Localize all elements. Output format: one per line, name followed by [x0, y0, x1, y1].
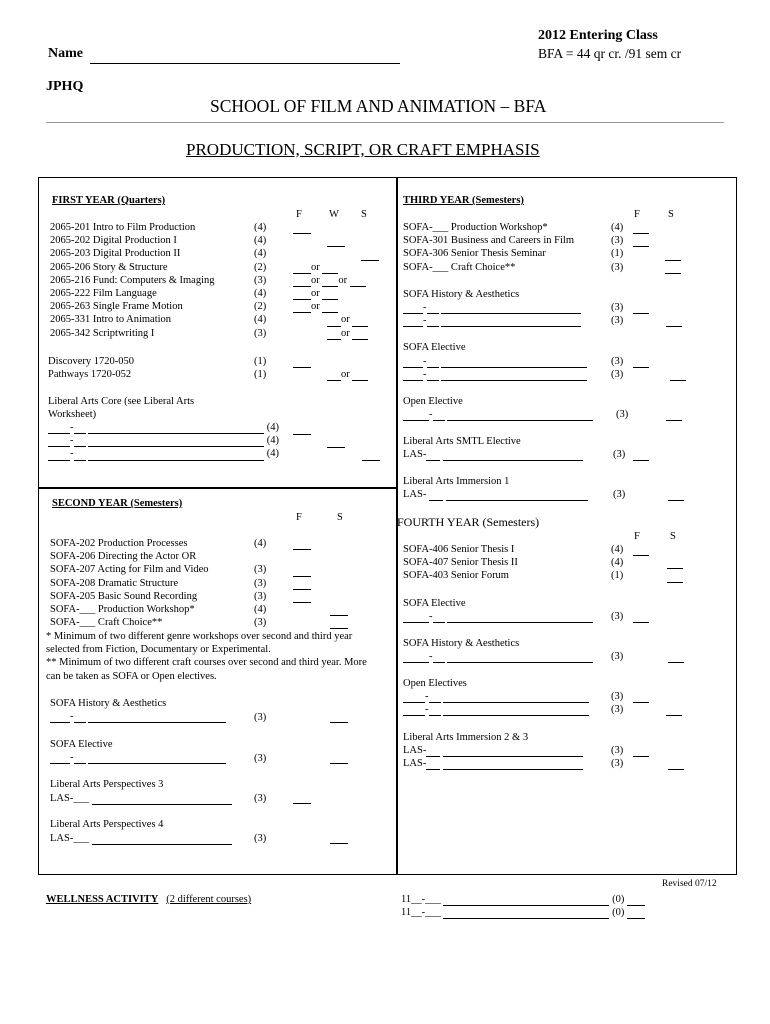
credit-value: (3) [611, 369, 624, 380]
year-divider [39, 487, 397, 489]
course-name: SOFA-406 Senior Thesis I [403, 544, 515, 555]
credit-value: (4) [611, 557, 624, 569]
y4-elective-label: SOFA Elective [403, 598, 466, 609]
revised-date: Revised 07/12 [662, 879, 717, 889]
course-blank[interactable] [441, 326, 581, 327]
credit-value: (3) [254, 833, 267, 844]
or-label: or [341, 314, 350, 326]
dept-blank[interactable] [48, 460, 70, 461]
credit-value: (3) [254, 590, 267, 602]
num-blank[interactable] [433, 662, 445, 663]
credit-value: (3) [611, 745, 624, 756]
course-blank[interactable] [92, 844, 232, 845]
grade-blank[interactable] [293, 549, 311, 550]
or-label: or [311, 274, 320, 286]
grade-blank[interactable] [293, 792, 311, 804]
grade-blank[interactable] [668, 651, 684, 663]
term-fall: F [634, 209, 640, 220]
credit-value: (0) [612, 907, 625, 919]
course-name: SOFA-___ Production Workshop* [50, 603, 195, 615]
wellness-rows [401, 893, 645, 919]
course-name: 2065-202 Digital Production I [50, 235, 177, 247]
y3-open-label: Open Elective [403, 396, 463, 407]
grade-blank[interactable] [330, 832, 348, 844]
credit-value: (3) [611, 261, 624, 273]
course-name: 2065-342 Scriptwriting I [50, 327, 155, 339]
grade-blank[interactable] [352, 339, 368, 340]
term-fall: F [634, 531, 640, 542]
or-label: or [311, 287, 320, 299]
num-blank[interactable] [427, 380, 439, 381]
y3-smtl-label: Liberal Arts SMTL Elective [403, 436, 521, 447]
grade-blank[interactable] [293, 356, 311, 368]
class-title: 2012 Entering Class [538, 28, 658, 43]
first-year-term-marks [293, 221, 379, 340]
third-year-heading: THIRD YEAR (Semesters) [403, 195, 524, 206]
dept-blank[interactable] [403, 326, 423, 327]
credit-value: (3) [611, 611, 624, 622]
credit-value: (3) [611, 356, 624, 367]
or-label: or [338, 274, 348, 286]
core-rows: - (4) - (4) - (4) [48, 421, 279, 461]
dept-blank[interactable] [50, 763, 70, 764]
course-blank[interactable] [441, 380, 587, 381]
course-name: SOFA-403 Senior Forum [403, 570, 509, 582]
grade-blank[interactable] [627, 918, 645, 919]
credit-value: (3) [254, 712, 267, 723]
course-name: 2065-203 Digital Production II [50, 248, 181, 260]
num-blank[interactable] [426, 460, 440, 461]
num-blank[interactable] [74, 722, 86, 723]
credit-value: (3) [611, 302, 624, 313]
credit-value: (4) [254, 222, 267, 233]
course-name: SOFA-407 Senior Thesis II [403, 557, 518, 569]
title-rule [46, 122, 724, 123]
course-name: SOFA-207 Acting for Film and Video [50, 564, 209, 576]
course-name: SOFA-___ Production Workshop* [403, 222, 548, 233]
dept-blank[interactable] [403, 715, 425, 716]
credit-value [254, 550, 266, 563]
num-blank[interactable] [74, 763, 86, 764]
grade-blank[interactable] [633, 302, 649, 314]
y4-open-rows: - - [403, 690, 589, 716]
credit-value: (3) [254, 274, 267, 286]
course-blank[interactable] [447, 662, 593, 663]
grade-blank[interactable] [665, 273, 681, 274]
course-blank[interactable] [88, 460, 264, 461]
grade-blank[interactable] [666, 315, 682, 327]
sofa-elective-label: SOFA Elective [50, 739, 113, 750]
emphasis-title: PRODUCTION, SCRIPT, OR CRAFT EMPHASIS [186, 140, 540, 159]
y4-history-row: - [403, 650, 593, 663]
grade-blank[interactable] [633, 449, 649, 461]
course-name: SOFA-208 Dramatic Structure [50, 577, 179, 589]
third-year-course-list [403, 221, 574, 274]
page-title: SCHOOL OF FILM AND ANIMATION – BFA [210, 96, 547, 116]
name-label: Name [48, 46, 83, 61]
course-name: SOFA-202 Production Processes [50, 538, 188, 549]
second-year-heading: SECOND YEAR (Semesters) [52, 498, 183, 509]
credit-value: (3) [611, 691, 624, 702]
persp3-label: Liberal Arts Perspectives 3 [50, 779, 164, 790]
fourth-year-course-list [403, 543, 518, 583]
num-blank[interactable] [433, 622, 445, 623]
core-label: Liberal Arts Core (see Liberal Arts [48, 396, 195, 407]
credit-value: (4) [254, 248, 267, 260]
course-name: SOFA-206 Directing the Actor OR [50, 551, 197, 563]
credit-value: (1) [611, 570, 624, 582]
persp3-row: LAS-___ [50, 792, 232, 805]
course-blank[interactable] [88, 722, 226, 723]
term-spring: S [337, 512, 343, 523]
credit-value: (2) [254, 301, 267, 313]
credit-value: (3) [613, 449, 626, 460]
course-name: 2065-201 Intro to Film Production [50, 222, 196, 233]
y3-elective-label: SOFA Elective [403, 342, 466, 353]
grade-blank[interactable] [633, 611, 649, 623]
second-year-term-marks [293, 537, 348, 629]
y3-smtl-row: LAS- [403, 448, 583, 461]
dept-blank[interactable] [403, 622, 429, 623]
course-blank[interactable] [447, 622, 593, 623]
course-blank[interactable] [446, 500, 588, 501]
course-name: 2065-331 Intro to Animation [50, 314, 172, 326]
course-name: 2065-222 Film Language [50, 287, 157, 299]
core-label: Worksheet) [48, 409, 97, 420]
credit-value: (4) [254, 538, 267, 549]
credit-value: (3) [613, 489, 626, 500]
third-year-term-marks [633, 221, 681, 274]
term-winter: W [329, 209, 339, 220]
grade-blank[interactable] [633, 691, 649, 703]
sofa-history-row: - [50, 710, 226, 723]
credit-value: (3) [611, 758, 624, 769]
third-year-credits [611, 221, 623, 274]
grade-blank[interactable] [350, 286, 366, 287]
grade-blank[interactable] [361, 260, 379, 261]
y3-immersion-label: Liberal Arts Immersion 1 [403, 476, 510, 487]
course-blank[interactable] [443, 460, 583, 461]
y4-open-label: Open Electives [403, 678, 467, 689]
pathways-course: Pathways 1720-052 [48, 369, 132, 380]
first-year-course-list [50, 221, 215, 340]
grade-blank[interactable] [352, 380, 368, 381]
or-label: or [311, 261, 320, 273]
credit-value: (3) [254, 617, 267, 629]
credits-note: BFA = 44 qr cr. /91 sem cr [538, 46, 682, 61]
grade-blank[interactable] [667, 582, 683, 583]
y3-open-row: - [403, 408, 593, 421]
credit-value: (3) [611, 235, 624, 247]
course-name: SOFA-___ Craft Choice** [403, 261, 516, 273]
course-name: 2065-206 Story & Structure [50, 261, 168, 273]
dept-blank[interactable] [50, 722, 70, 723]
credit-value: (4) [254, 287, 267, 299]
pathways-credit: (1) [254, 369, 267, 380]
credit-value: (3) [611, 704, 624, 715]
course-blank[interactable] [443, 715, 589, 716]
credit-value: (3) [254, 577, 267, 589]
dept-blank[interactable] [403, 420, 429, 421]
num-blank[interactable] [433, 420, 445, 421]
course-name: 2065-263 Single Frame Motion [50, 301, 183, 313]
num-blank[interactable] [426, 769, 440, 770]
grade-blank[interactable] [666, 409, 682, 421]
first-year-heading: FIRST YEAR (Quarters) [52, 195, 166, 206]
grade-blank[interactable] [327, 380, 341, 381]
or-label: or [341, 369, 350, 380]
credit-value: (3) [616, 409, 629, 420]
second-year-notes [46, 630, 367, 683]
footnote: selected from Fiction, Documentary or Experimental. [46, 644, 271, 656]
y4-history-label: SOFA History & Aesthetics [403, 638, 520, 649]
num-blank[interactable] [74, 460, 86, 461]
credit-value: (1) [611, 248, 624, 260]
y4-immersion-rows: LAS- LAS- [403, 744, 583, 770]
num-blank[interactable] [429, 715, 441, 716]
y3-immersion-row: LAS- [403, 488, 588, 501]
footnote: * Minimum of two different genre workshops over second and third year [46, 631, 353, 642]
term-fall: F [296, 512, 302, 523]
sofa-history-label: SOFA History & Aesthetics [50, 698, 167, 709]
term-fall: F [296, 209, 302, 220]
grade-blank[interactable] [327, 436, 345, 448]
term-spring: S [668, 209, 674, 220]
y4-immersion-label: Liberal Arts Immersion 2 & 3 [403, 732, 529, 743]
grade-blank[interactable] [633, 356, 649, 368]
credit-value: (4) [254, 603, 267, 615]
course-blank[interactable] [88, 763, 226, 764]
grade-blank[interactable] [330, 711, 348, 723]
credit-value: (3) [611, 315, 624, 326]
persp4-row: LAS-___ [50, 832, 232, 845]
course-blank[interactable] [443, 769, 583, 770]
or-label: or [311, 301, 320, 313]
name-field[interactable] [90, 63, 400, 64]
grade-blank[interactable] [362, 449, 380, 461]
credit-value: (4) [611, 222, 624, 233]
footnote: can be taken as SOFA or Open electives. [46, 670, 217, 682]
grade-blank[interactable] [330, 752, 348, 764]
course-blank[interactable] [443, 918, 609, 919]
persp4-label: Liberal Arts Perspectives 4 [50, 819, 164, 830]
credit-value: (3) [254, 327, 267, 339]
course-blank[interactable] [92, 804, 232, 805]
credit-value: (3) [254, 753, 267, 764]
course-name: SOFA-205 Basic Sound Recording [50, 590, 198, 602]
credit-value: (3) [611, 651, 624, 662]
course-name: SOFA-301 Business and Careers in Film [403, 235, 575, 247]
wellness-block [46, 893, 251, 906]
sofa-elective-row: - [50, 751, 226, 764]
wellness-label: WELLNESS ACTIVITY [46, 894, 159, 905]
credit-value: (0) [612, 894, 625, 905]
first-year-credits [254, 221, 266, 340]
credit-value: (4) [254, 314, 267, 326]
grade-blank[interactable] [668, 489, 684, 501]
course-name: SOFA-306 Senior Thesis Seminar [403, 248, 546, 260]
term-spring: S [670, 531, 676, 542]
credit-value: (4) [254, 235, 267, 247]
y3-elective-rows: - - [403, 355, 587, 381]
course-name: SOFA-___ Craft Choice** [50, 617, 163, 629]
wellness-prefix: 11__-___ [401, 894, 441, 905]
discovery-course: Discovery 1720-050 [48, 356, 135, 367]
pathways-marks [327, 368, 368, 381]
wellness-prefix: 11__-___ [401, 907, 441, 919]
form-code: JPHQ [46, 79, 84, 94]
credit-value: (4) [611, 544, 624, 555]
grade-blank[interactable] [670, 369, 686, 381]
course-name: 2065-216 Fund: Computers & Imaging [50, 274, 215, 286]
num-blank[interactable] [429, 500, 443, 501]
footnote: ** Minimum of two different craft courses over second and third year. More [46, 657, 367, 669]
dept-blank[interactable] [403, 380, 423, 381]
num-blank[interactable] [427, 326, 439, 327]
discovery-credit: (1) [254, 356, 267, 367]
second-year-course-list [50, 537, 209, 629]
term-spring: S [361, 209, 367, 220]
fourth-year-heading: FOURTH YEAR (Semesters) [397, 515, 540, 529]
fourth-year-credits [611, 543, 623, 583]
grade-blank[interactable] [668, 758, 684, 770]
credit-value: (3) [254, 793, 267, 804]
credit-value: (2) [254, 261, 267, 273]
fourth-year-term-marks [633, 543, 683, 583]
dept-blank[interactable] [403, 662, 429, 663]
course-blank[interactable] [447, 420, 593, 421]
or-label: or [341, 327, 350, 339]
grade-blank[interactable] [293, 423, 311, 435]
y4-elective-row: - [403, 610, 593, 623]
y3-history-rows: - - [403, 301, 581, 327]
credit-value: (3) [254, 564, 267, 576]
grade-blank[interactable] [633, 745, 649, 757]
wellness-note: (2 different courses) [166, 894, 252, 905]
grade-blank[interactable] [666, 704, 682, 716]
y3-history-label: SOFA History & Aesthetics [403, 289, 520, 300]
grade-blank[interactable] [327, 339, 341, 340]
second-year-credits [254, 537, 266, 629]
